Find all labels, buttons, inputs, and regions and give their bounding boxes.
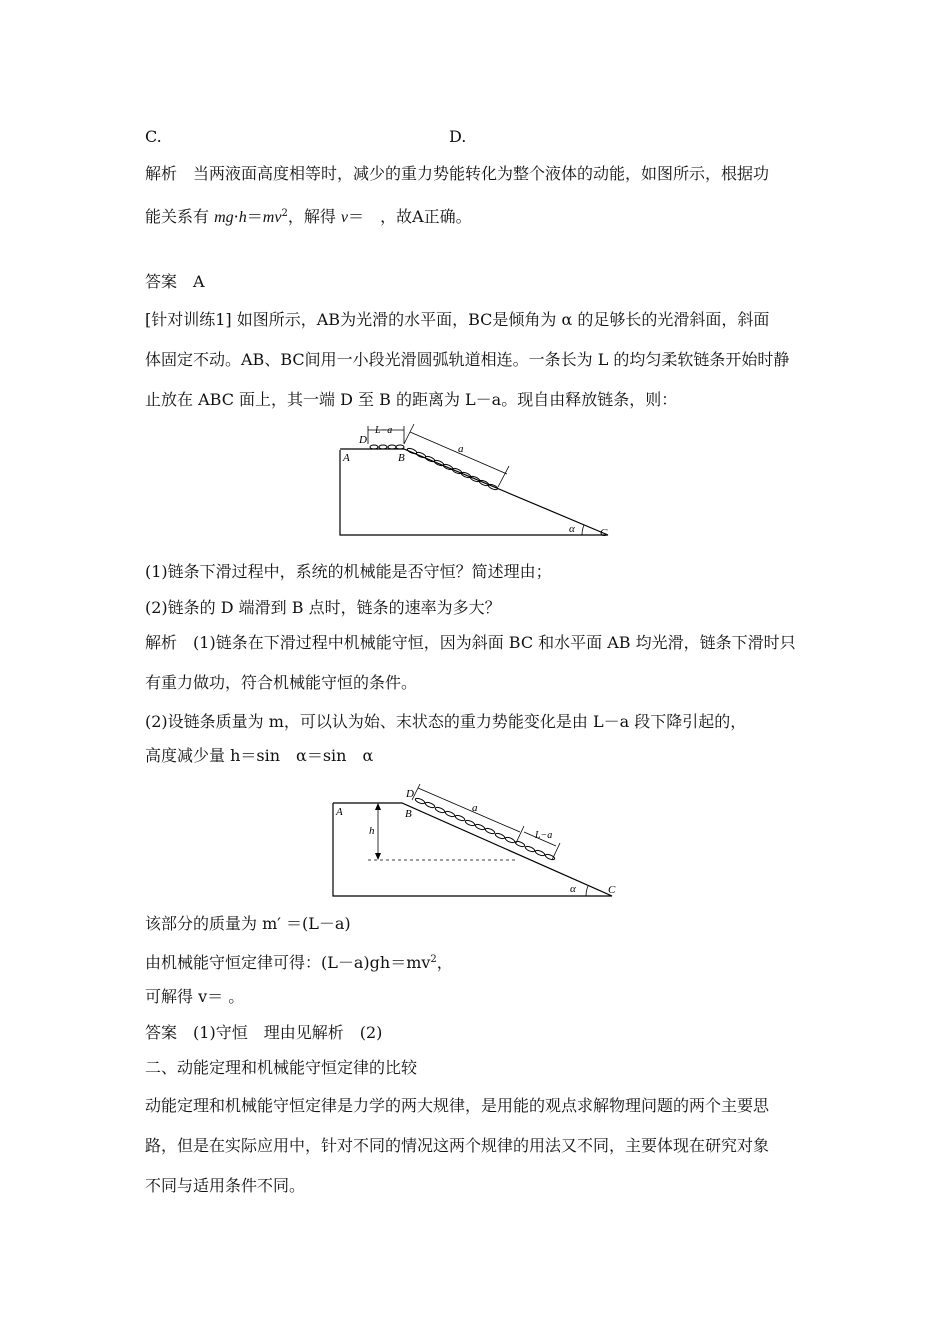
analysis-1-line-2: 能关系有 $mg\cdot h=mv^2$，解得 v＝ ，故A正确。 [145,207,472,226]
solve-line: 可解得 v＝ 。 [145,987,245,1006]
analysis-2-line-3: (2)设链条质量为 m，可以认为始、末状态的重力势能变化是由 L－a 段下降引起的， [145,712,747,731]
answer-2: 答案 (1)守恒 理由见解析 (2) [145,1023,383,1042]
conservation-line: 由机械能守恒定律可得：$(L-a)gh=mv^2$， [145,953,453,972]
section-paragraph-line-3: 不同与适用条件不同。 [145,1176,306,1195]
section-paragraph-line-2: 路，但是在实际应用中，针对不同的情况这两个规律的用法又不同，主要体现在研究对象 [145,1136,770,1155]
analysis-2-line-1: 解析 (1)链条在下滑过程中机械能守恒，因为斜面 BC 和水平面 AB 均光滑，链条下滑时只 [145,633,796,652]
answer-1: 答案 A [145,272,205,291]
fig2-label-a-point: A [336,806,343,818]
fig2-label-l-minus-a: L−a [535,830,553,841]
fig2-label-a-length: a [472,802,478,814]
fig1-label-alpha: α [569,523,575,535]
analysis-2-line-2: 有重力做功，符合机械能守恒的条件。 [145,673,418,692]
question-1: (1)链条下滑过程中，系统的机械能是否守恒？简述理由； [145,562,552,581]
fig2-label-h: h [369,825,375,837]
fig1-label-a-length: a [458,443,464,455]
section-paragraph-line-1: 动能定理和机械能守恒定律是力学的两大规律，是用能的观点求解物理问题的两个主要思 [145,1096,770,1115]
training-line-1: [针对训练1] 如图所示，AB为光滑的水平面，BC是倾角为 α 的足够长的光滑斜面，斜面 [145,310,770,329]
question-2: (2)链条的 D 端滑到 B 点时，链条的速率为多大？ [145,598,501,617]
option-c: C. [145,127,162,146]
mass-line: 该部分的质量为 m′ ＝(L－a) [145,914,351,933]
fig2-label-d: D [406,788,414,800]
figure-incline-1 [330,420,620,545]
section-heading: 二、动能定理和机械能守恒定律的比较 [145,1058,418,1077]
training-line-2: 体固定不动。AB、BC间用一小段光滑圆弧轨道相连。一条长为 L 的均匀柔软链条开始时静 [145,350,790,369]
fig2-label-alpha: α [570,883,576,895]
option-d: D. [449,127,467,146]
analysis-2-line-4: 高度减少量 h＝sin α＝sin α [145,746,374,765]
fig1-label-a-point: A [343,452,350,464]
fig1-label-d: D [359,434,367,446]
training-line-3: 止放在 ABC 面上，其一端 D 至 B 的距离为 L－a。现自由释放链条，则： [145,390,678,409]
fig2-label-b: B [405,808,412,820]
analysis-label: 解析 [145,164,178,183]
figure-incline-2 [325,780,625,900]
fig1-label-l-minus-a: L−a [375,425,393,436]
fig1-label-b: B [398,452,405,464]
fig2-label-c: C [608,884,616,896]
analysis-1-line-1: 解析 当两液面高度相等时，减少的重力势能转化为整个液体的动能，如图所示，根据功 [145,164,770,183]
fig1-label-c: C [600,527,608,539]
